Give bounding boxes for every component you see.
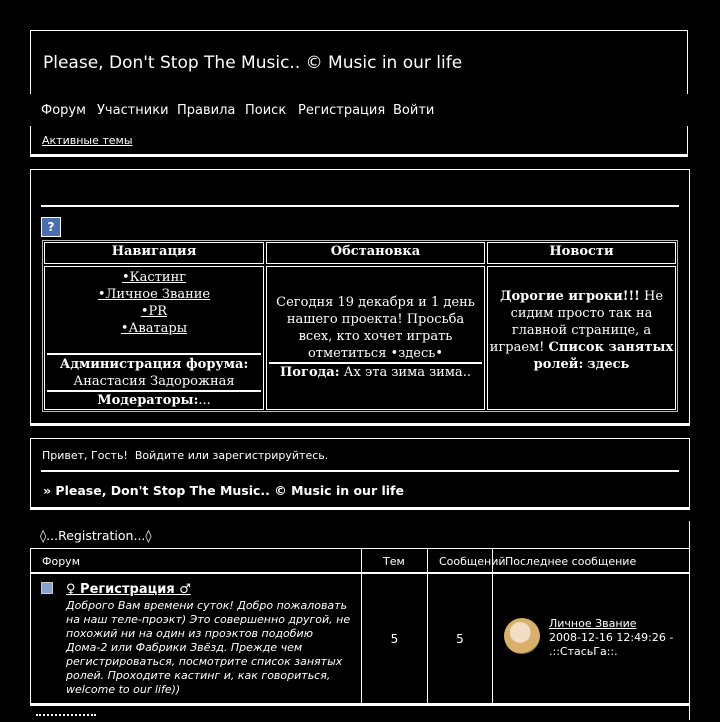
moderators-value: ... — [198, 393, 211, 408]
last-post-link[interactable]: Личное Звание — [549, 617, 637, 630]
news-roles-label: Список занятых ролей: — [533, 340, 674, 372]
nav-link-pr[interactable]: •PR — [140, 304, 168, 319]
moderators-label: Модераторы: — [97, 393, 199, 408]
news-cell — [487, 266, 676, 410]
menu-item-search[interactable]: Поиск — [245, 103, 287, 118]
table-header-divider — [30, 572, 690, 574]
weather-label: Погода: — [280, 365, 340, 380]
nav-link-rank[interactable]: •Личное Звание — [97, 287, 211, 302]
news-roles-link[interactable]: здесь — [587, 357, 630, 372]
news-text: Не сидим просто так на главной странице, а играем! — [489, 289, 664, 355]
nav-link-avatars[interactable]: •Аватары — [120, 321, 188, 336]
menu-item-users[interactable]: Участники — [97, 103, 169, 118]
period-text: . — [324, 449, 329, 462]
nav-link-casting[interactable]: •Кастинг — [121, 270, 187, 285]
forum-description: Доброго Вам времени суток! Добро пожаловать на наш теле-проэкт) Это совершенно другой, не похожий ни на один из проэктов подобию Дома-2 или Фабрики Звёзд. Прежде чем регистрироваться, посмотрите список занятых ролей. Проходите кастинг и, как говориться, welcome to our life)) — [66, 599, 351, 696]
main-menu — [30, 94, 690, 126]
login-link[interactable]: Войдите — [134, 449, 185, 462]
news-players-link[interactable]: Дорогие игроки!!! — [499, 289, 640, 304]
category-title: ◊...Registration...◊ — [40, 528, 152, 543]
forum-topics-count: 5 — [390, 632, 399, 646]
welcome-line — [42, 449, 328, 462]
menu-item-login[interactable]: Войти — [393, 103, 435, 118]
situation-link[interactable]: •здесь• — [390, 346, 444, 361]
menu-item-forum[interactable]: Форум — [41, 103, 86, 118]
active-topics-link[interactable]: Активные темы — [42, 134, 133, 147]
or-text: или — [187, 449, 210, 462]
admin-label: Администрация форума: — [59, 357, 249, 372]
admin-name: Анастасия Задорожная — [73, 374, 235, 389]
announcement-divider — [41, 205, 679, 207]
column-header-forum: Форум — [42, 555, 80, 568]
column-header-topics: Тем — [383, 555, 405, 568]
column-header-navigation: Навигация — [44, 242, 264, 264]
nav-divider — [47, 353, 261, 355]
menu-item-rules[interactable]: Правила — [177, 103, 236, 118]
situation-text: Сегодня 19 декабря и 1 день нашего проекта! Просьба всех, кто хочет играть отметиться — [276, 295, 475, 361]
last-post-author: .::СтасьГа::. — [549, 645, 618, 658]
situation-cell — [266, 266, 485, 410]
column-header-situation: Обстановка — [266, 242, 485, 264]
forum-envelope-icon — [41, 582, 53, 594]
help-icon[interactable]: ? — [41, 217, 61, 237]
weather-line — [267, 364, 484, 381]
column-header-news: Новости — [487, 242, 676, 264]
moderators-line — [45, 392, 263, 409]
greeting-text: Привет, Гость! — [42, 449, 128, 462]
register-link[interactable]: зарегистрируйтесь — [212, 449, 325, 462]
weather-value: Ах эта зима зима.. — [343, 365, 471, 380]
next-section-edge — [36, 714, 96, 722]
site-title: Please, Don't Stop The Music.. © Music in our life — [43, 53, 463, 73]
welcome-divider — [41, 470, 679, 472]
breadcrumb: » Please, Don't Stop The Music.. © Music in our life — [43, 483, 404, 498]
column-header-posts: Сообщений — [439, 555, 506, 568]
avatar — [504, 618, 540, 654]
situation-text-block — [267, 294, 484, 362]
navigation-cell — [44, 266, 264, 410]
last-post-date: 2008-12-16 12:49:26 - — [549, 631, 674, 644]
column-header-last-post: Последнее сообщение — [505, 555, 637, 568]
forum-link-registration[interactable]: ♀ Регистрация ♂ — [66, 582, 191, 597]
last-post-meta — [549, 631, 689, 659]
news-text-block — [488, 288, 675, 373]
forum-posts-count: 5 — [456, 632, 464, 646]
menu-item-register[interactable]: Регистрация — [298, 103, 386, 118]
